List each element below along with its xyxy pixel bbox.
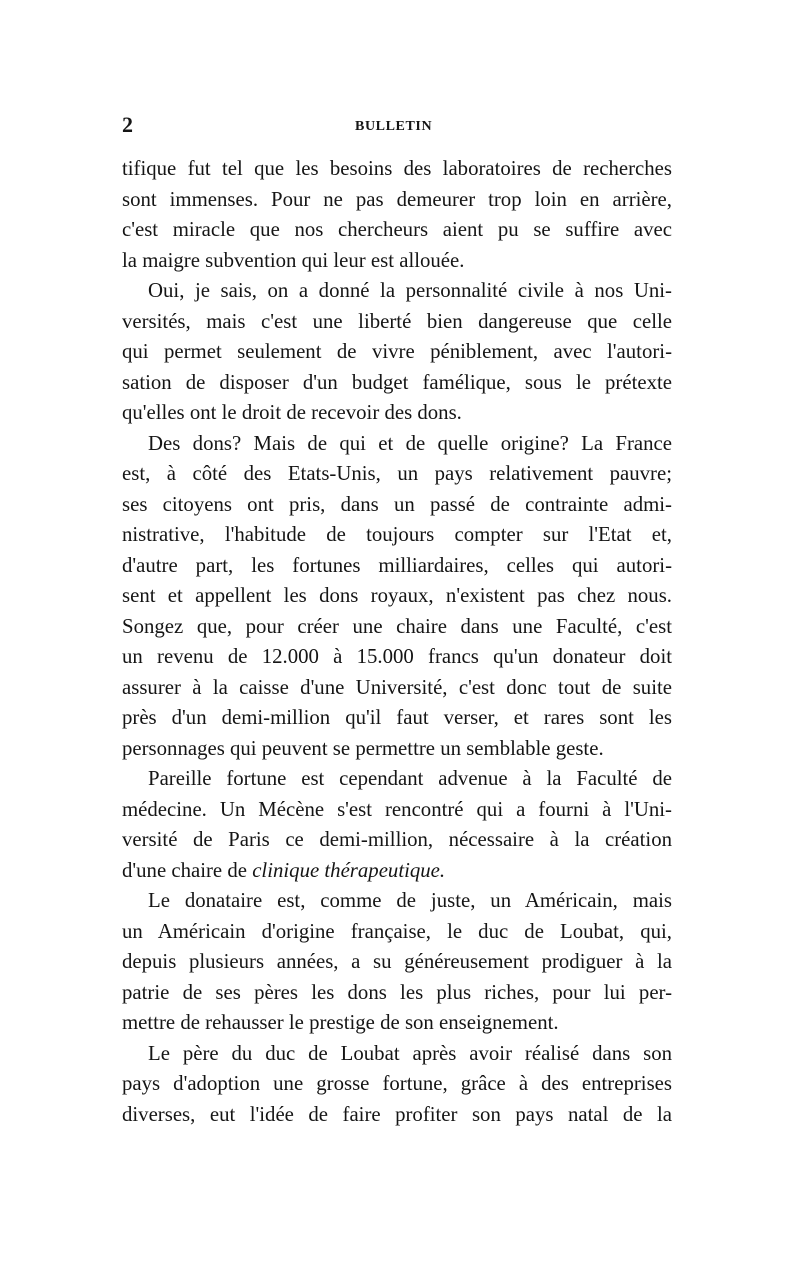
text-line: sation de disposer d'un budget famélique, sous le prétexte: [122, 370, 672, 394]
text-line: Le donataire est, comme de juste, un Américain, mais: [148, 889, 672, 912]
text-line: pays d'adoption une grosse fortune, grâce à des entreprises: [122, 1072, 672, 1095]
text-segment: d'une chaire de: [122, 858, 247, 882]
text-line: ses citoyens ont pris, dans un passé de contrainte admi-: [122, 492, 672, 516]
text-line: médecine. Un Mécène s'est rencontré qui a fourni à l'Uni-: [122, 797, 672, 821]
text-line: assurer à la caisse d'une Université, c'est donc tout de suite: [122, 675, 672, 699]
text-line: diverses, eut l'idée de faire profiter son pays natal de la: [122, 1102, 672, 1126]
text-line: qu'elles ont le droit de recevoir des dons.: [122, 401, 462, 424]
text-line: sont immenses. Pour ne pas demeurer trop loin en arrière,: [122, 187, 672, 211]
text-line: c'est miracle que nos chercheurs aient pu se suffire avec: [122, 218, 672, 241]
text-line: Oui, je sais, on a donné la personnalité civile à nos Uni-: [148, 279, 672, 302]
italic-phrase: clinique thérapeutique.: [252, 858, 446, 882]
text-line: Des dons? Mais de qui et de quelle origine? La France: [148, 431, 672, 455]
page-number: 2: [122, 112, 133, 137]
text-line: est, à côté des Etats-Unis, un pays relativement pauvre;: [122, 462, 672, 485]
header-title: BULLETIN: [355, 119, 433, 134]
text-line: Pareille fortune est cependant advenue à la Faculté de: [148, 767, 672, 790]
text-line: Songez que, pour créer une chaire dans une Faculté, c'est: [122, 614, 672, 638]
text-line: Le père du duc de Loubat après avoir réalisé dans son: [148, 1041, 672, 1065]
text-line: patrie de ses pères les dons les plus riches, pour lui per-: [122, 980, 672, 1004]
text-line: mettre de rehausser le prestige de son enseignement.: [122, 1011, 559, 1034]
running-header: [122, 112, 672, 142]
text-line: nistrative, l'habitude de toujours compter sur l'Etat et,: [122, 523, 672, 546]
text-line: depuis plusieurs années, a su généreusement prodiguer à la: [122, 950, 672, 973]
text-line: d'autre part, les fortunes milliardaires, celles qui autori-: [122, 553, 672, 577]
text-line-with-italic: [122, 856, 672, 887]
text-line: un revenu de 12.000 à 15.000 francs qu'un donateur doit: [122, 645, 672, 668]
body-text: [122, 154, 672, 1130]
text-line: tifique fut tel que les besoins des laboratoires de recherches: [122, 157, 672, 180]
text-line: la maigre subvention qui leur est allouée.: [122, 248, 465, 272]
text-line: versités, mais c'est une liberté bien dangereuse que celle: [122, 309, 672, 333]
text-line: personnages qui peuvent se permettre un semblable geste.: [122, 736, 604, 760]
text-line: qui permet seulement de vivre péniblement, avec l'autori-: [122, 340, 672, 363]
text-line: versité de Paris ce demi-million, nécessaire à la création: [122, 828, 672, 851]
text-line: sent et appellent les dons royaux, n'existent pas chez nous.: [122, 584, 672, 607]
text-line: près d'un demi-million qu'il faut verser, et rares sont les: [122, 706, 672, 729]
text-line: un Américain d'origine française, le duc de Loubat, qui,: [122, 919, 672, 943]
